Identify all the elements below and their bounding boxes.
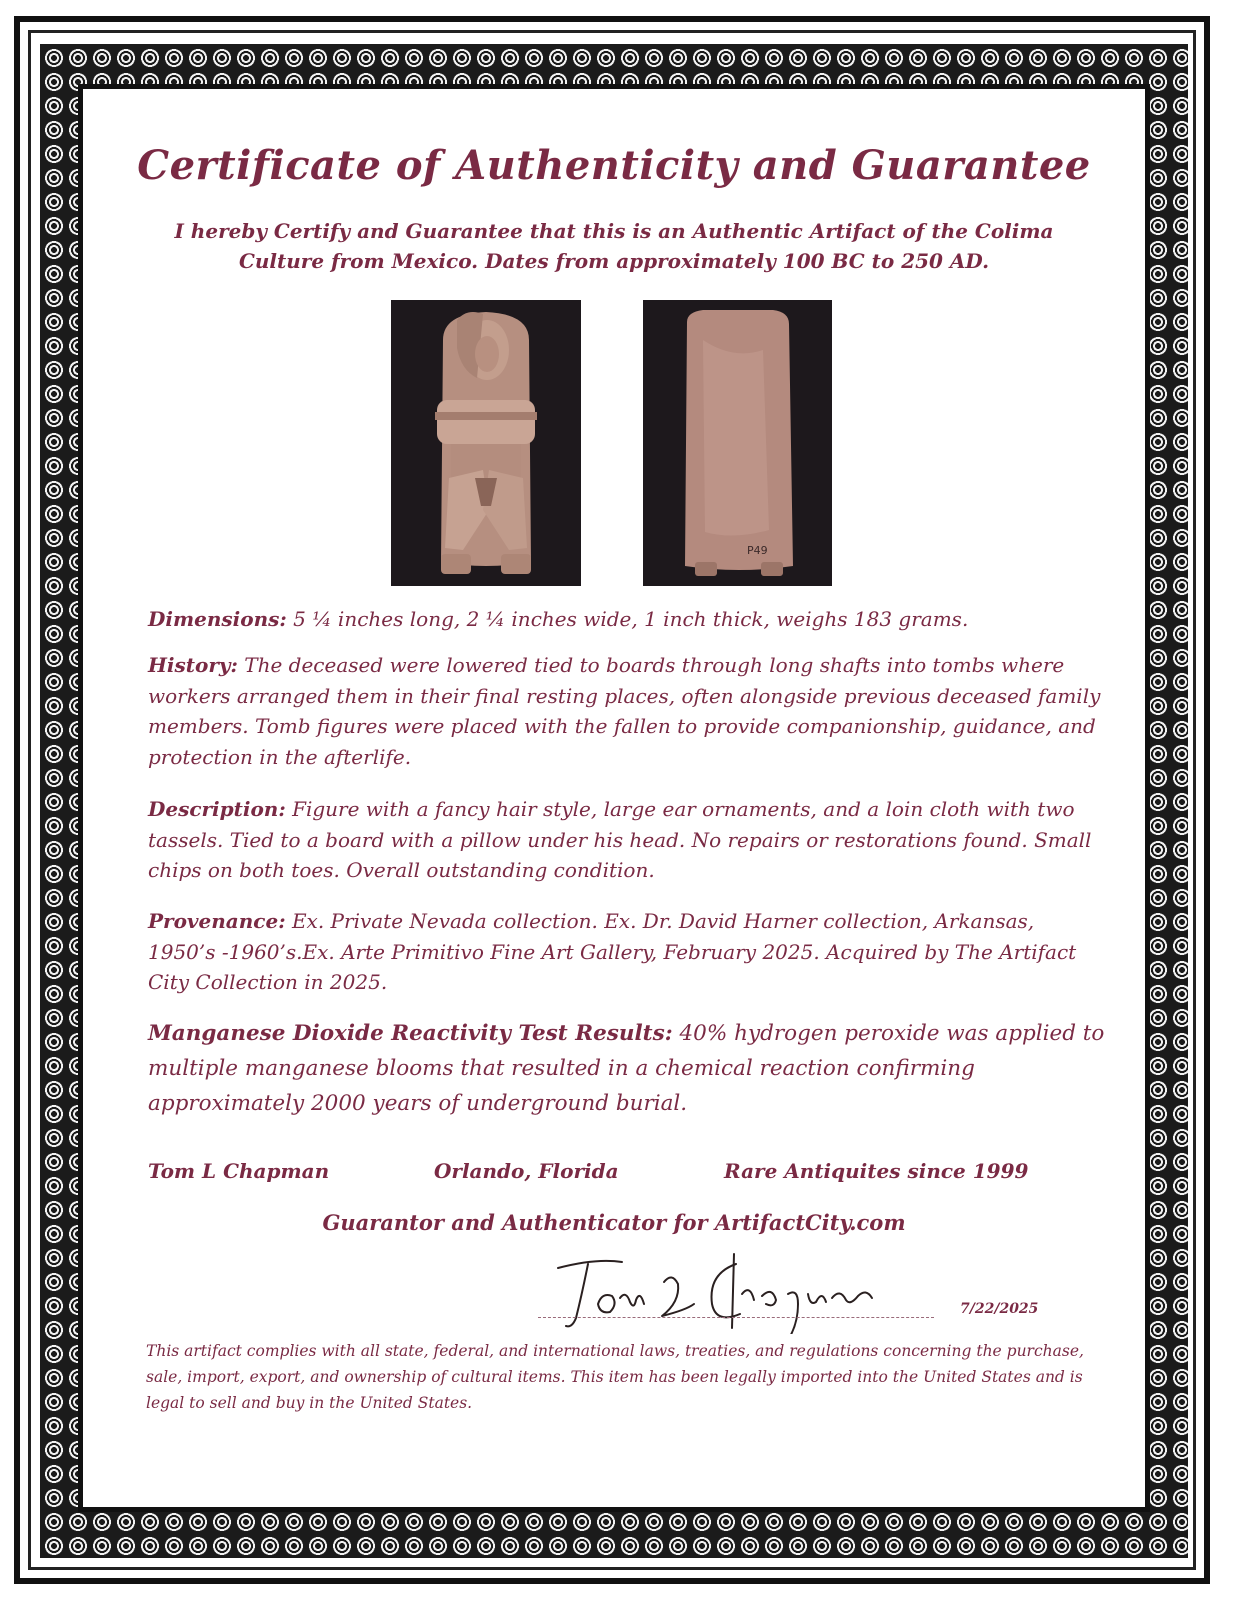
certificate-title: Certificate of Authenticity and Guarantee bbox=[137, 142, 1091, 189]
signatory-tagline: Rare Antiquites since 1999 bbox=[724, 1159, 1029, 1183]
artifact-front-photo bbox=[391, 300, 581, 586]
guarantor-line: Guarantor and Authenticator for ArtifactCity.com bbox=[322, 1210, 906, 1235]
certification-statement: I hereby Certify and Guarantee that this is an Authentic Artifact of the Colima Culture from Mexico. Dates from approximately 100 BC to 250 AD. bbox=[174, 219, 1054, 273]
provenance-section bbox=[148, 906, 1108, 998]
history-text: The deceased were lowered tied to boards through long shafts into tombs where workers arranged them in their final resting places, often alongside previous deceased family members. Tomb figures were placed with the fallen to provide companionship, guidance, and protection in the afterlife. bbox=[148, 653, 1101, 769]
tomb-figure-front-image bbox=[391, 300, 581, 586]
history-label: History: bbox=[148, 653, 238, 677]
provenance-text: Ex. Private Nevada collection. Ex. Dr. David Harner collection, Arkansas, 1950’s -1960’s.Ex. Arte Primitivo Fine Art Gallery, February 2025. Acquired by The Artifact City Collection in 2025. bbox=[148, 909, 1077, 994]
dimensions-text: 5 ¼ inches long, 2 ¼ inches wide, 1 inch thick, weighs 183 grams. bbox=[293, 607, 969, 631]
artifact-back-photo bbox=[643, 300, 832, 586]
handwritten-signature bbox=[536, 1244, 896, 1334]
manganese-text: 40% hydrogen peroxide was applied to multiple manganese blooms that resulted in a chemical reaction confirming approximately 2000 years of underground burial. bbox=[148, 1021, 1105, 1116]
signature-line bbox=[538, 1317, 934, 1318]
provenance-label: Provenance: bbox=[148, 909, 286, 933]
catalog-number: P49 bbox=[747, 544, 768, 557]
tomb-figure-back-image bbox=[643, 300, 832, 586]
certificate-content bbox=[100, 104, 1128, 1494]
description-text: Figure with a fancy hair style, large ear ornaments, and a loin cloth with two tassels. Tied to a board with a pillow under his head. No repairs or restorations found. Small chips on both toes. Overall outstanding condition. bbox=[148, 797, 1092, 882]
dimensions-label: Dimensions: bbox=[148, 607, 287, 631]
history-section bbox=[148, 650, 1108, 772]
signatory-name: Tom L Chapman bbox=[148, 1159, 330, 1183]
description-section bbox=[148, 794, 1108, 886]
description-label: Description: bbox=[148, 797, 286, 821]
manganese-label: Manganese Dioxide Reactivity Test Results: bbox=[148, 1021, 673, 1046]
manganese-test-section bbox=[148, 1016, 1108, 1121]
signature-date: 7/22/2025 bbox=[960, 1301, 1039, 1317]
dimensions-section bbox=[148, 604, 1108, 635]
legal-compliance-notice: This artifact complies with all state, federal, and international laws, treaties, and regulations concerning the purchase, sale, import, export, and ownership of cultural items. This item has been legally imported into the United States and is legal to sell and buy in the United States. bbox=[146, 1342, 1084, 1412]
signatory-location: Orlando, Florida bbox=[434, 1159, 619, 1183]
